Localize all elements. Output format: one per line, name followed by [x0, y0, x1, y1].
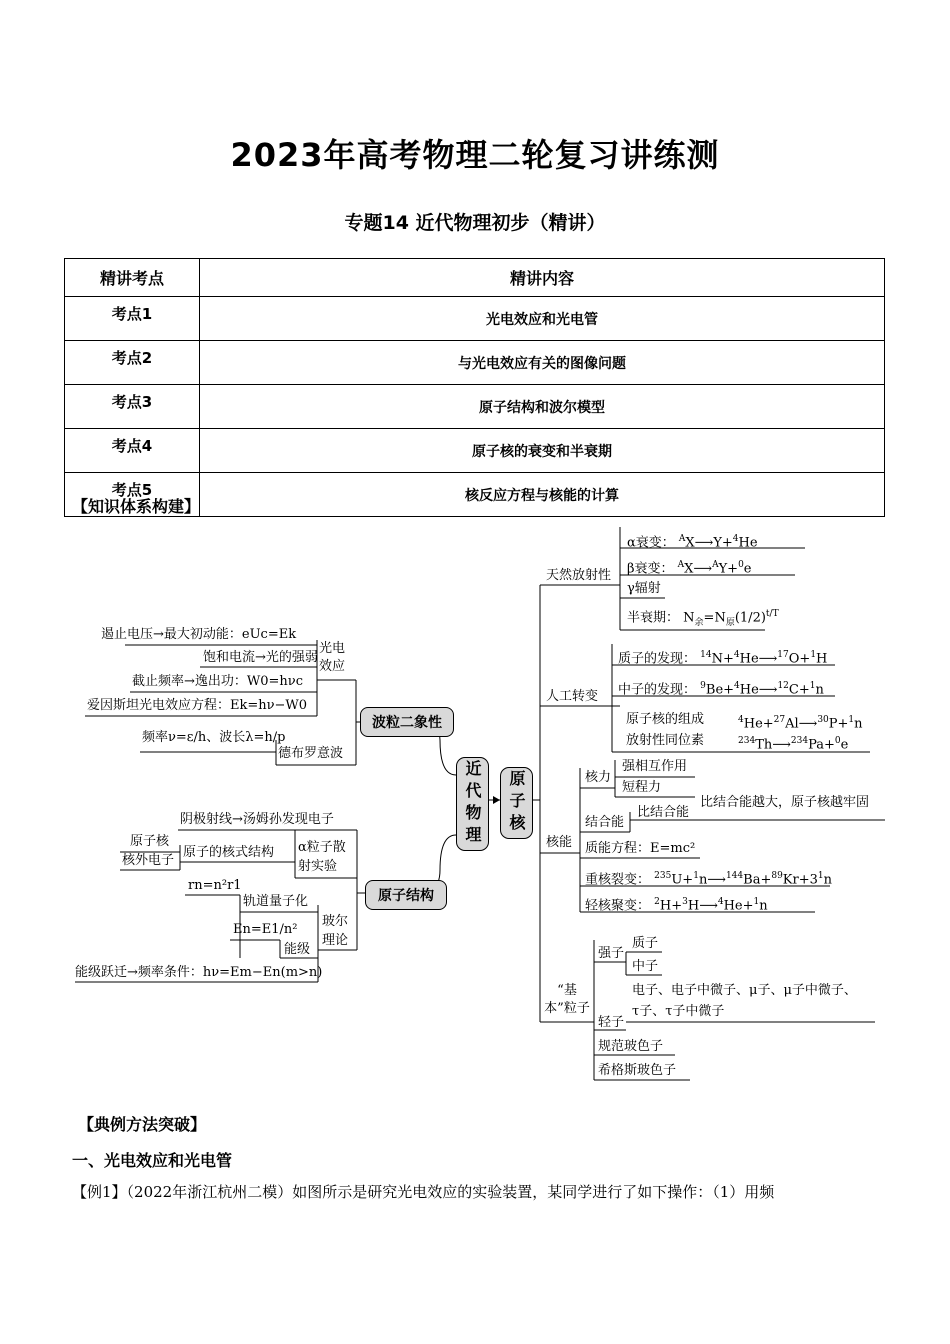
- alpha-decay-text: α衰变：: [627, 535, 675, 551]
- lepton-list-1: 电子、电子中微子、μ子、μ子中微子、: [632, 983, 857, 998]
- table-header-content: 精讲内容: [200, 259, 885, 297]
- higgs-boson-label: 希格斯玻色子: [598, 1063, 677, 1078]
- en-formula: En=E1/n²: [233, 922, 298, 937]
- nuclear-energy-label: 核能: [546, 835, 573, 850]
- section-examples: 【典例方法突破】: [78, 1115, 207, 1134]
- atom-structure-node: 原子结构: [365, 880, 447, 910]
- levels-label: 能级: [284, 942, 311, 957]
- topic-key: 考点3: [65, 385, 200, 429]
- artificial-label: 人工转变: [546, 689, 599, 704]
- beta-decay-label: β衰变： $^A$X⟶$^A$Y+$^0$e: [627, 560, 752, 577]
- transition-label: 能级跃迁→频率条件：hν=Em−En(m>n): [75, 965, 323, 980]
- strong-interaction: 强相互作用: [622, 759, 688, 774]
- fission: 重核裂变： $^{235}U+^1n⟶^{144}Ba+^{89}Kr+3^1n$: [585, 871, 832, 888]
- mass-energy: 质能方程：E=mc²: [585, 841, 696, 856]
- page-title: 2023年高考物理二轮复习讲练测: [230, 136, 720, 174]
- alpha-exp-label: α粒子散射实验: [298, 840, 346, 874]
- nucleus-composition: 原子核的组成: [626, 712, 705, 727]
- basic-particles-label: “基本”粒子: [544, 983, 590, 1016]
- topic-key: 考点5: [65, 473, 200, 517]
- proton-discovery: 质子的发现： $^{14}$N+$^4$He⟶$^{17}$O+$^1$H: [618, 650, 828, 667]
- fusion-text: 轻核聚变：: [585, 898, 651, 914]
- th-reaction: $^{234}$Th⟶$^{234}$Pa+$^0$e: [738, 736, 849, 753]
- section-knowledge: 【知识体系构建】: [72, 497, 201, 516]
- proton-label: 质子: [632, 936, 659, 951]
- nucleus-word: 原子核: [130, 834, 170, 849]
- topic-key: 考点4: [65, 429, 200, 473]
- extranuclear-label: 核外电子: [122, 853, 175, 868]
- binding-energy-label: 结合能: [585, 815, 625, 830]
- proton-disc-text: 质子的发现：: [618, 651, 697, 667]
- topic-value: 原子结构和波尔模型: [200, 385, 885, 429]
- fission-text: 重核裂变：: [585, 872, 651, 888]
- table-header-topic: 精讲考点: [65, 259, 200, 297]
- nuclear-structure-label: 原子的核式结构: [183, 845, 275, 860]
- pe-item-cutoff: 截止频率→逸出功：W0=hνc: [132, 674, 303, 689]
- halflife-label: 半衰期： $N_余=N_原(1/2)^{t/T}$: [627, 609, 779, 628]
- radioisotope: 放射性同位素: [626, 733, 705, 748]
- rn-formula: rn=n²r1: [188, 878, 242, 893]
- topic-value: 原子核的衰变和半衰期: [200, 429, 885, 473]
- pe-item-stop-voltage: 遏止电压→最大初动能：eUc=Ek: [101, 627, 297, 642]
- hadron-label: 强子: [598, 946, 625, 961]
- bohr-label: 玻尔理论: [322, 914, 349, 948]
- neutron-label: 中子: [632, 959, 659, 974]
- example-1-text: 【例1】（2022年浙江杭州二模）如图所示是研究光电效应的实验装置，某同学进行了如下操作：（1）用频: [72, 1183, 775, 1201]
- specific-binding-label: 比结合能: [637, 805, 690, 820]
- orbit-quant-label: 轨道量子化: [243, 894, 309, 909]
- halflife-text: 半衰期：: [627, 610, 680, 626]
- natural-radio-label: 天然放射性: [546, 568, 612, 583]
- wave-particle-node: 波粒二象性: [360, 707, 454, 737]
- photo-effect-label: 光电效应: [319, 641, 346, 674]
- page-subtitle: 专题14 近代物理初步（精讲）: [344, 212, 606, 234]
- beta-decay-text: β衰变：: [627, 561, 674, 577]
- alpha-decay-label: α衰变： $^A$X⟶Y+$^4$He: [627, 534, 758, 551]
- topic-key: 考点2: [65, 341, 200, 385]
- debroglie-formula: 频率ν=ε/h、波长λ=h/p: [142, 730, 286, 745]
- short-range: 短程力: [622, 780, 662, 795]
- neutron-disc-text: 中子的发现：: [618, 682, 697, 698]
- gauge-boson-label: 规范玻色子: [598, 1039, 664, 1054]
- topic-value: 与光电效应有关的图像问题: [200, 341, 885, 385]
- topic-value: 核反应方程与核能的计算: [200, 473, 885, 517]
- topic-key: 考点1: [65, 297, 200, 341]
- lepton-list-2: τ子、τ子中微子: [632, 1004, 725, 1019]
- cathode-label: 阴极射线→汤姆孙发现电子: [180, 812, 334, 827]
- nuclear-force-label: 核力: [585, 770, 612, 785]
- section-heading-1: 一、光电效应和光电管: [72, 1151, 233, 1170]
- fusion: 轻核聚变： $^2$H+$^3$H⟶$^4$He+$^1$n: [585, 897, 768, 914]
- nucleus-node: 原子核: [500, 767, 533, 839]
- pe-item-saturation: 饱和电流→光的强弱: [203, 650, 318, 665]
- center-node: 近代物理: [456, 757, 489, 851]
- al-reaction: $^4$He+$^{27}$Al⟶$^{30}$P+$^1$n: [738, 715, 863, 732]
- gamma-label: γ辐射: [627, 581, 661, 596]
- debroglie-label: 德布罗意波: [278, 746, 344, 761]
- lepton-label: 轻子: [598, 1015, 625, 1030]
- neutron-discovery: 中子的发现： $^9$Be+$^4$He⟶$^{12}$C+$^1$n: [618, 681, 824, 698]
- topic-value: 光电效应和光电管: [200, 297, 885, 341]
- pe-item-einstein: 爱因斯坦光电效应方程：Ek=hν−W0: [87, 698, 308, 713]
- specific-binding-note: 比结合能越大，原子核越牢固: [700, 795, 870, 810]
